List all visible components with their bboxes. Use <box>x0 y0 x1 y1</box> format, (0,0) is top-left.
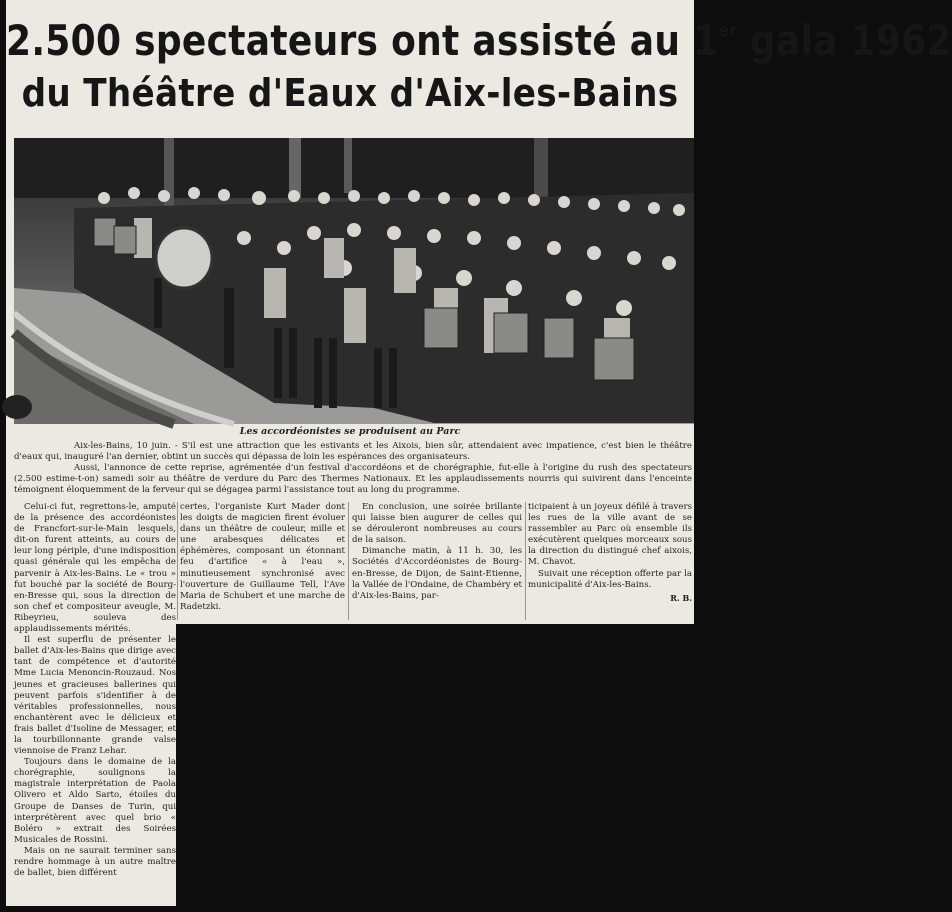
paragraph: certes, l'organiste Kurt Mader dont les doigts de magicien firent évoluer dans un théâtre de couleur, mille et une arabesques délicates et éphémères, composant un étonnant feu d'artifice « à l'eau », minutieusement synchronisé avec l'ouverture de Guillaume Tell, l'Ave Maria de Schubert et une marche de Radetzki. <box>180 502 345 612</box>
column-divider <box>348 502 349 620</box>
headline-line-2: du Théâtre d'Eaux d'Aix-les-Bains <box>21 71 679 115</box>
column-divider <box>525 502 526 620</box>
lead-paragraph: Aix-les-Bains, 10 juin. - S'il est une attraction que les estivants et les Aixois, bien sûr, attendaient avec impatience, c'est bien le théâtre d'eaux qui, inauguré l'an dernier, obtint un succès qui dépassa de loin les espérances des organisateurs. <box>14 441 692 463</box>
paragraph: Toujours dans le domaine de la chorégraphie, soulignons la magistrale interprétation de Paola Olivero et Aldo Sarto, étoiles du Groupe de Danses de Turin, qui interprétèrent avec quel brio « Boléro » extrait des Soirées Musicales de Rossini. <box>14 757 176 845</box>
column-divider <box>177 502 178 620</box>
headline-line-1: 2.500 spectateurs ont assisté au 1er gala 1962 <box>6 17 952 66</box>
paragraph: Celui-ci fut, regrettons-le, amputé de la présence des accordéonistes de Francfort-sur-le-Main lesquels, dit-on furent atteints, au cours de leur long périple, d'une indisposition quasi générale qui les empêcha de parvenir à Aix-les-Bains. Le « trou » fut bouché par la société de Bourg-en-Bresse qui, sous la direction de son chef et compositeur aveugle, M. Ribeyrieu, souleva des applaudissements mérités. <box>14 502 176 635</box>
article-column-4 <box>528 502 692 604</box>
paragraph: Mais on ne saurait terminer sans rendre hommage à un autre maître de ballet, bien différent <box>14 845 176 879</box>
photo-caption: Les accordéonistes se produisent au Parc <box>239 426 461 437</box>
article-column-1 <box>14 502 176 879</box>
crowd-photo-icon <box>14 138 694 424</box>
paragraph: ticipaient à un joyeux défilé à travers les rues de la ville avant de se rassembler au Parc où ensemble ils exécutèrent quelques morceaux sous la direction du distingué chef aixois, M. Chavot. <box>528 502 692 568</box>
paragraph: Dimanche matin, à 11 h. 30, les Sociétés d'Accordéonistes de Bourg-en-Bresse, de Dijon, de Saint-Etienne, la Vallée de l'Ondaine, de Chambéry et d'Aix-les-Bains, par- <box>352 546 522 601</box>
article-lead <box>14 441 692 496</box>
author-signature: R. B. <box>670 592 692 603</box>
article-column-2 <box>180 502 345 613</box>
paragraph: Suivait une réception offerte par la municipalité d'Aix-les-Bains. <box>528 568 692 590</box>
paragraph: Il est superflu de présenter le ballet d'Aix-les-Bains que dirige avec tant de compétence et d'autorité Mme Lucia Menoncin-Rouzaud. Nos jeunes et gracieuses ballerines qui peuvent parfois s'identifier à de véritables professionnelles, nous enchantèrent avec le délicieux et frais ballet d'Isoline de Messager, et la tourbillonnante grande valse viennoise de Franz Lehar. <box>14 635 176 757</box>
article-column-3 <box>352 502 522 602</box>
ink-stain <box>2 395 32 419</box>
lead-paragraph: Aussi, l'annonce de cette reprise, agrémentée d'un festival d'accordéons et de chorégraphie, fut-elle à l'origine du rush des spectateurs (2.500 estime-t-on) samedi soir au théâtre de verdure du Parc des Thermes Nationaux. Et les applaudissements nourris qui suivirent dans l'enceinte témoignent éloquemment de la ferveur qui se dégagea parmi l'assistance tout au long du programme. <box>14 463 692 496</box>
paragraph: En conclusion, une soirée brillante qui laisse bien augurer de celles qui se dérouleront nombreuses au cours de la saison. <box>352 502 522 546</box>
photo <box>14 138 694 424</box>
